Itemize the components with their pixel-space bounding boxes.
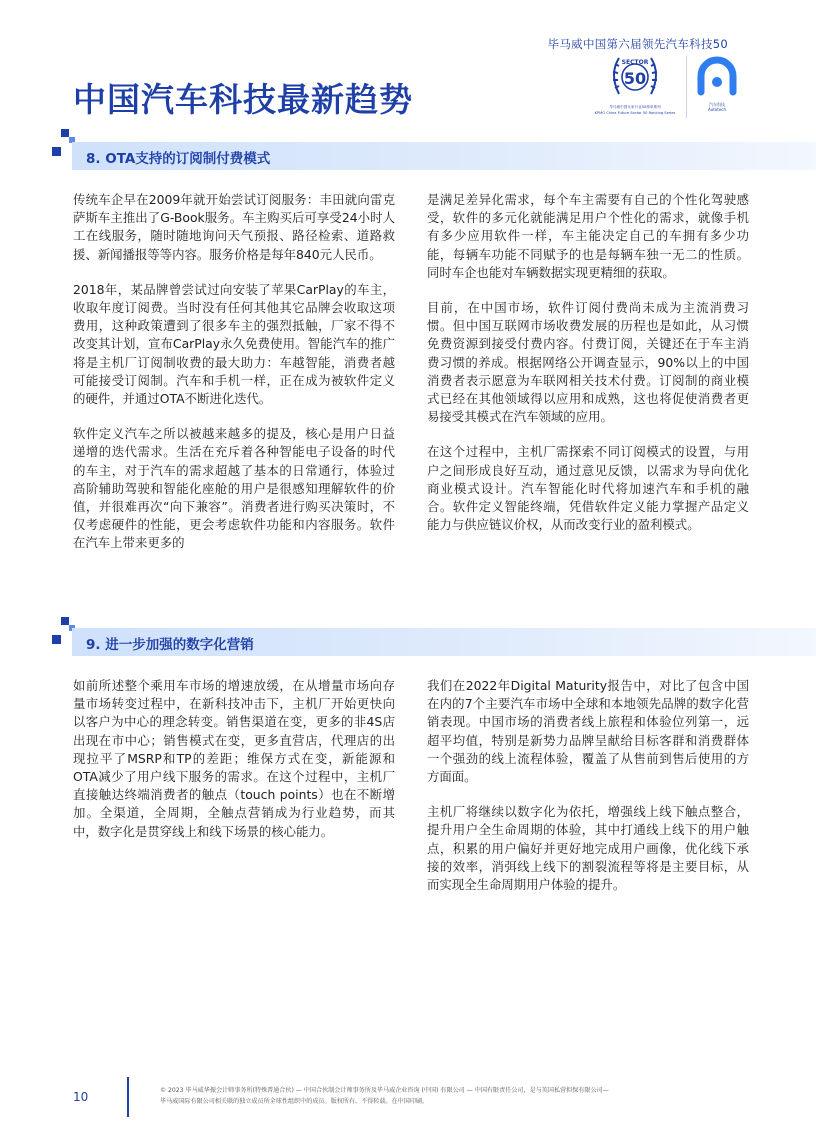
pixel-deco-icon bbox=[61, 129, 69, 137]
footer-legal bbox=[160, 1085, 760, 1107]
paragraph: 主机厂将继续以数字化为依托，增强线上线下触点整合，提升用户全生命周期的体验，其中打通线上线下的用户触点，积累的用户偏好并更好地完成用户画像，优化线下承接的效率，消弭线上线下的割裂流程等将是主要目标，从而实现全生命周期用户体验的提升。 bbox=[427, 804, 749, 893]
section-9-right-column bbox=[427, 677, 749, 911]
section-heading-bar bbox=[72, 142, 816, 170]
sector-50-logo bbox=[592, 52, 678, 122]
footer-legal-line: © 2023 毕马威华振会计师事务所(特殊普通合伙) — 中国合伙制会计师事务所及毕马威企业咨询 (中国) 有限公司 — 中国有限责任公司，是与英国私营担保有限公司— bbox=[160, 1087, 609, 1094]
logo-badge-number: 50 bbox=[623, 69, 647, 88]
section-9-left-column bbox=[73, 677, 395, 858]
pixel-deco-icon bbox=[52, 635, 61, 644]
footer-divider bbox=[127, 1077, 129, 1117]
paragraph: 目前，在中国市场，软件订阅付费尚未成为主流消费习惯。但中国互联网市场收费发展的历程也是如此，从习惯免费资源到接受付费内容。付费订阅，关键还在于车主消费习惯的养成。根据网络公开调查显示，90%以上的中国消费者表示愿意为车联网相关技术付费。订阅制的商业模式已经在其他领域得以应用和成熟，这也将促使消费者更易接受其模式在汽车领域的应用。 bbox=[427, 300, 749, 425]
autotech-arch-icon bbox=[695, 54, 739, 98]
logo-badge-text: SECTOR bbox=[621, 59, 649, 66]
section-heading: 8. OTA支持的订阅制付费模式 bbox=[86, 151, 271, 167]
laurel-badge-icon bbox=[605, 52, 665, 100]
paragraph: 2018年，某品牌曾尝试过向安装了苹果CarPlay的车主，收取年度订阅费。当时没有任何其他其它品牌会收取这项费用，这种政策遭到了很多车主的强烈抵触，厂家不得不改变其计划，宣布CarPlay永久免费使用。智能汽车的推广将是主机厂订阅制收费的最大助力：车越智能，消费者越可能接受订阅制。汽车和手机一样，正在成为被软件定义的硬件，并通过OTA不断进化迭代。 bbox=[73, 281, 395, 407]
section-8-left-column bbox=[73, 191, 395, 570]
logo-sub-en: KPMG China Future Sector 50 Ranking Series bbox=[594, 111, 676, 115]
page-number: 10 bbox=[73, 1090, 89, 1104]
pixel-deco-icon bbox=[52, 147, 61, 156]
paragraph: 软件定义汽车之所以被越来越多的提及，核心是用户日益递增的迭代需求。生活在充斥着各种智能电子设备的时代的车主，对于汽车的需求超越了基本的日常通行，体验过高阶辅助驾驶和智能化座舱的用户是很感知理解软件的价值，并很难再次“向下兼容”。消费者进行购买决策时，不仅考虑硬件的性能，更会考虑软件功能和内容服务。软件在汽车上带来更多的 bbox=[73, 426, 395, 551]
series-title: 毕马威中国第六届领先汽车科技50 bbox=[547, 37, 728, 51]
logo-divider bbox=[686, 56, 687, 118]
autotech-logo bbox=[695, 54, 739, 124]
autotech-en: Autotech bbox=[707, 107, 727, 112]
section-heading: 9. 进一步加强的数字化营销 bbox=[86, 637, 254, 653]
paragraph: 传统车企早在2009年就开始尝试订阅服务：丰田就向雷克萨斯车主推出了G-Book服务。车主购买后可享受24小时人工在线服务，随时随地询问天气预报、路径检索、道路救援、新闻播报等等内容。服务价格是每年840元人民币。 bbox=[73, 192, 395, 262]
footer-legal-line: 毕马威国际有限公司相关联的独立成员所全球性组织中的成员。版权所有，不得转载。在中国印刷。 bbox=[160, 1098, 429, 1105]
paragraph: 在这个过程中，主机厂需探索不同订阅模式的设置，与用户之间形成良好互动，通过意见反馈，以需求为导向优化商业模式设计。汽车智能化时代将加速汽车和手机的融合。软件定义智能终端，凭借软件定义能力掌握产品定义能力与供应链议价权，从而改变行业的盈利模式。 bbox=[427, 444, 749, 533]
section-heading-bar bbox=[72, 628, 816, 656]
paragraph: 我们在2022年Digital Maturity报告中，对比了包含中国在内的7个主要汽车市场中全球和本地领先品牌的数字化营销表现。中国市场的消费者线上旅程和体验位列第一，远超平均值，特别是新势力品牌呈献给目标客群和消费群体一个强劲的线上流程体验，覆盖了从售前到售后使用的方方面面。 bbox=[427, 678, 749, 785]
autotech-cn: 汽车科技 bbox=[709, 102, 725, 107]
section-8-right-column bbox=[427, 191, 749, 551]
pixel-deco-icon bbox=[61, 617, 69, 625]
page-title: 中国汽车科技最新趋势 bbox=[73, 80, 413, 119]
paragraph: 如前所述整个乘用车市场的增速放缓，在从增量市场向存量市场转变过程中，在新科技冲击下，主机厂开始更快向以客户为中心的理念转变。销售渠道在变，更多的非4S店出现在市中心；销售模式在变，更多直营店，代理店的出现拉平了MSRP和TP的差距；维保方式在变，新能源和OTA减少了用户线下服务的需求。在这个过程中，主机厂直接触达终端消费者的触点（touch points）也在不断增加。全渠道，全周期，全触点营销成为行业趋势，而其中，数字化是贯穿线上和线下场景的核心能力。 bbox=[73, 678, 395, 839]
logo-sub-cn: 毕马威中国未来行业50榜单系列 bbox=[609, 105, 661, 109]
paragraph: 是满足差异化需求，每个车主需要有自己的个性化驾驶感受，软件的多元化就能满足用户个性化的需求，就像手机有多少应用软件一样，车主能决定自己的车拥有多少功能，每辆车功能不同赋予的也是每辆车独一无二的性质。同时车企也能对车辆数据实现更精细的获取。 bbox=[427, 192, 749, 280]
